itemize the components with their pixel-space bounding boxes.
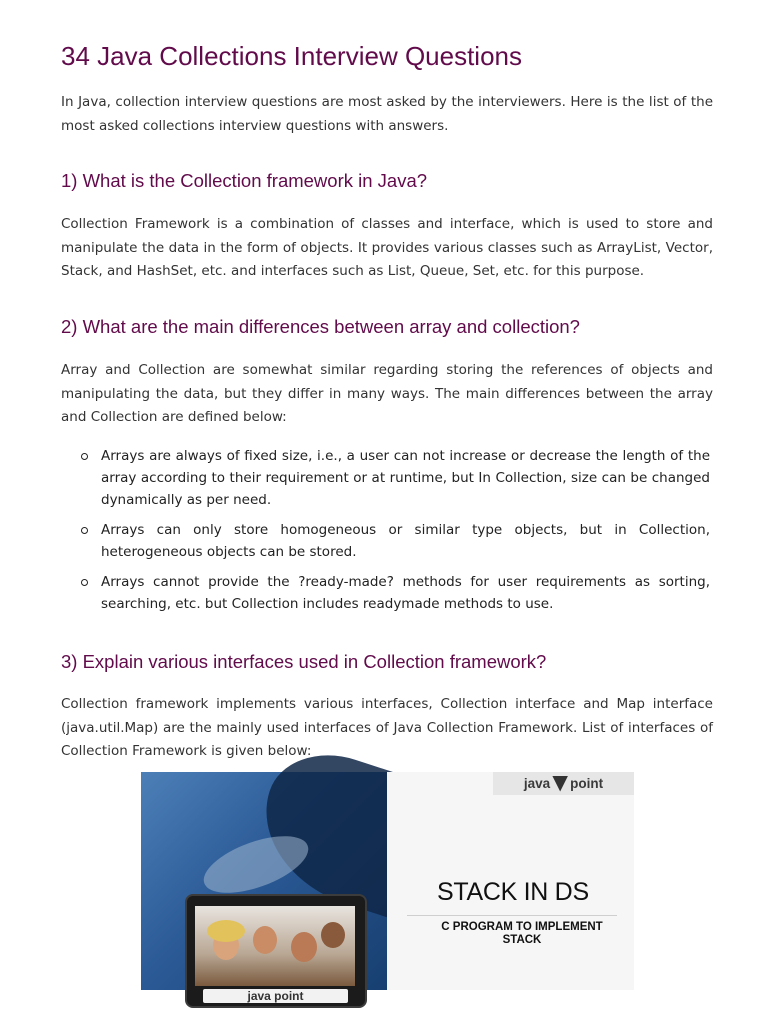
person-face: [291, 932, 317, 962]
bullet-circle-icon: [81, 579, 88, 586]
ad-subheadline: C PROGRAM TO IMPLEMENT STACK: [441, 921, 603, 946]
page-title: 34 Java Collections Interview Questions: [61, 41, 523, 71]
ad-divider: [407, 915, 617, 916]
ad-photo-hand: [197, 825, 316, 905]
tablet-brand-text: java point: [203, 989, 348, 1003]
logo-t-icon: [552, 776, 568, 792]
question-3-answer: Collection framework implements various interfaces, Collection interface and Map interface (java.util.Map) are the mainly used interfaces of Java Collection Framework. List of interfaces of Collection Framework is given below:: [61, 696, 713, 759]
list-item-text: Arrays cannot provide the ?ready-made? methods for user requirements as sorting, searching, etc. but Collection includes readymade methods to use.: [101, 574, 710, 612]
question-1-heading: 1) What is the Collection framework in Java?: [61, 170, 428, 191]
ad-text-panel: [387, 772, 634, 990]
list-item: [80, 519, 710, 563]
bullet-circle-icon: [81, 527, 88, 534]
tablet-screen: [195, 906, 355, 986]
javatpoint-logo: [493, 772, 634, 795]
list-item-text: Arrays are always of fixed size, i.e., a user can not increase or decrease the length of the array according to their requirement or at runtime, but In Collection, size can be changed dynamically as per need.: [101, 448, 710, 508]
advertisement-banner[interactable]: [141, 772, 634, 1003]
list-item: [80, 571, 710, 615]
question-2-heading: 2) What are the main differences between array and collection?: [61, 316, 580, 337]
intro-paragraph: In Java, collection interview questions are most asked by the interviewers. Here is the list of the most asked collections interview questions with answers.: [61, 94, 713, 134]
tablet-image: [185, 894, 367, 1008]
logo-right-text: point: [570, 776, 604, 791]
person-face: [253, 926, 277, 954]
list-item: [80, 445, 710, 511]
ad-photo: [141, 772, 387, 1003]
person-hair: [207, 920, 245, 942]
question-3-heading: 3) Explain various interfaces used in Collection framework?: [61, 651, 547, 672]
differences-list: [80, 445, 710, 623]
question-1-answer: Collection Framework is a combination of classes and interface, which is used to store and manipulate the data in the form of objects. It provides various classes such as ArrayList, Vector, Stack, and HashSet, etc. and interfaces such as List, Queue, Set, etc. for this purpose.: [61, 216, 713, 279]
ad-headline: STACK IN DS: [437, 878, 589, 906]
logo-left-text: java: [523, 776, 551, 791]
list-item-text: Arrays can only store homogeneous or similar type objects, but in Collection, heterogeneous objects can be stored.: [101, 522, 710, 560]
question-2-answer: Array and Collection are somewhat similar regarding storing the references of objects and manipulating the data, but they differ in many ways. The main differences between the array and Collection are defined below:: [61, 362, 713, 425]
bullet-circle-icon: [81, 453, 88, 460]
person-face: [321, 922, 345, 948]
